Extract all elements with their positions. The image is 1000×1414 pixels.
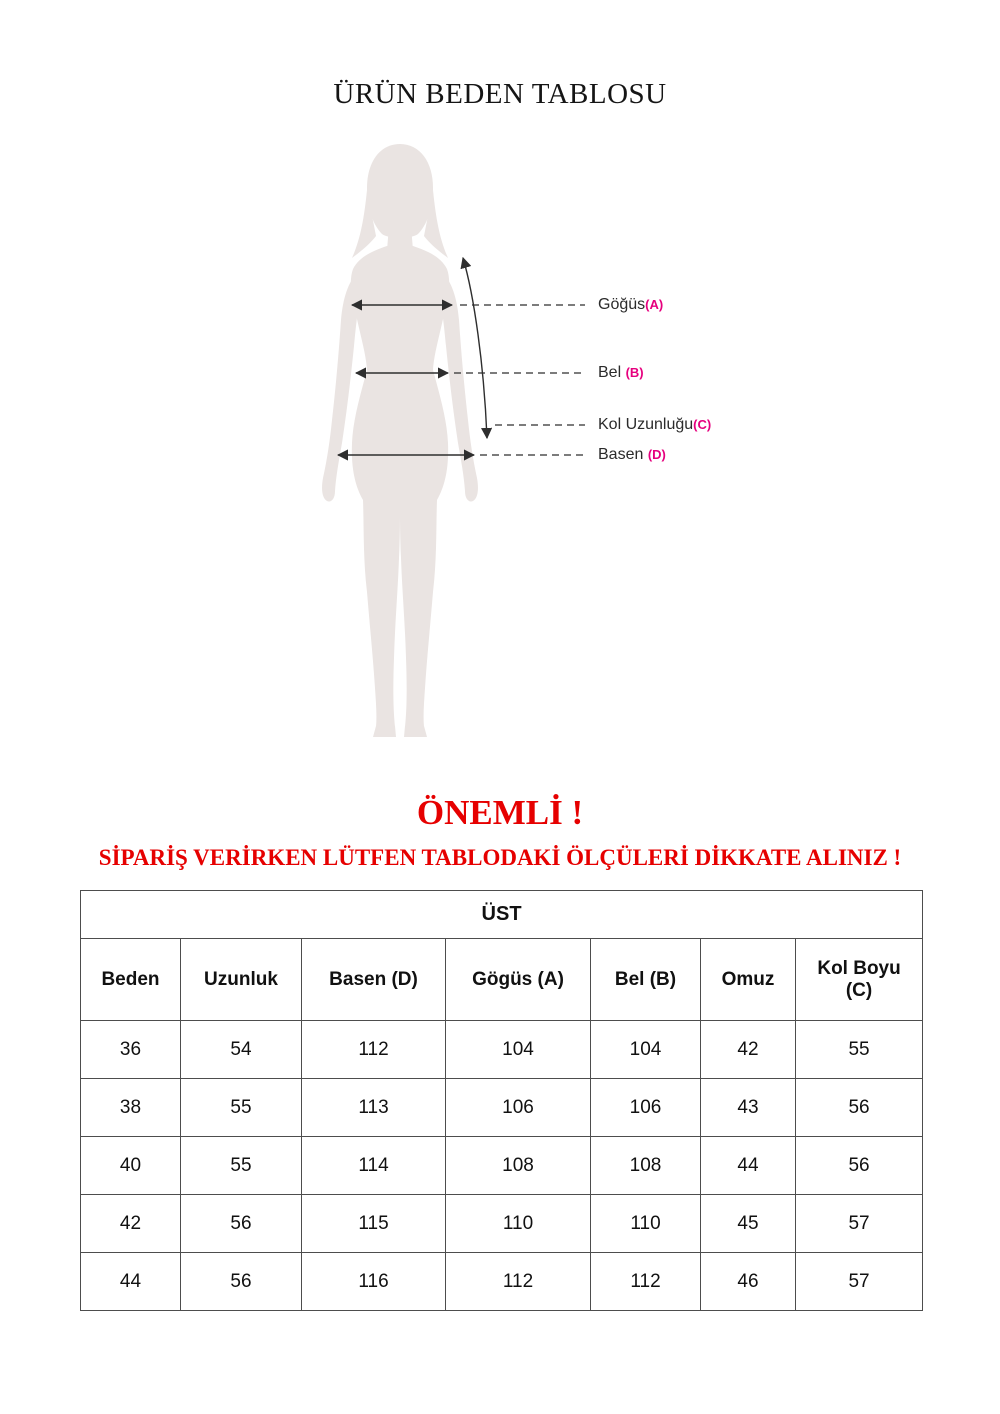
measure-code-d: (D) [647,447,666,462]
table-cell: 55 [796,1021,923,1079]
table-cell: 42 [701,1021,796,1079]
size-table-body [81,1021,923,1311]
measure-label-chest [598,296,663,314]
measure-label-waist [598,364,644,382]
table-cell: 56 [181,1253,302,1311]
table-cell: 46 [701,1253,796,1311]
size-table [80,890,923,1311]
table-cell: 113 [302,1079,446,1137]
table-cell: 112 [591,1253,701,1311]
column-header-gogus: Gögüs (A) [446,939,591,1021]
measure-label-arm-text: Kol Uzunluğu [598,416,694,433]
table-title-row [81,891,923,939]
table-cell: 36 [81,1021,181,1079]
table-row [81,1253,923,1311]
table-cell: 43 [701,1079,796,1137]
table-cell: 114 [302,1137,446,1195]
table-cell: 44 [81,1253,181,1311]
table-title: ÜST [81,891,923,939]
column-header-kol-boyu: Kol Boyu (C) [796,939,923,1021]
measure-label-hip-text: Basen [598,446,648,463]
table-cell: 44 [701,1137,796,1195]
table-cell: 108 [591,1137,701,1195]
table-cell: 104 [446,1021,591,1079]
table-cell: 106 [446,1079,591,1137]
figure-diagram [0,130,1000,760]
warning-text: SİPARİŞ VERİRKEN LÜTFEN TABLODAKİ ÖLÇÜLERİ DİKKATE ALINIZ ! [98,845,902,870]
table-cell: 42 [81,1195,181,1253]
table-cell: 110 [591,1195,701,1253]
column-header-row [81,939,923,1021]
table-cell: 57 [796,1253,923,1311]
measurement-diagram-svg [0,130,1000,760]
column-header-uzunluk: Uzunluk [181,939,302,1021]
table-cell: 112 [302,1021,446,1079]
measure-code-b: (B) [625,365,644,380]
table-cell: 45 [701,1195,796,1253]
table-cell: 106 [591,1079,701,1137]
table-cell: 40 [81,1137,181,1195]
measure-label-waist-text: Bel [598,364,626,381]
table-cell: 115 [302,1195,446,1253]
table-cell: 56 [796,1079,923,1137]
table-cell: 110 [446,1195,591,1253]
measure-label-arm [598,416,711,434]
table-cell: 55 [181,1137,302,1195]
table-row [81,1079,923,1137]
table-cell: 57 [796,1195,923,1253]
table-cell: 56 [181,1195,302,1253]
measure-code-c: (C) [693,417,712,432]
column-header-bel: Bel (B) [591,939,701,1021]
table-cell: 116 [302,1253,446,1311]
table-cell: 112 [446,1253,591,1311]
body-silhouette [322,144,478,737]
important-heading: ÖNEMLİ ! [416,793,584,832]
measure-code-a: (A) [645,297,664,312]
table-cell: 108 [446,1137,591,1195]
table-cell: 56 [796,1137,923,1195]
table-cell: 54 [181,1021,302,1079]
measure-label-hip [598,446,666,464]
column-header-beden: Beden [81,939,181,1021]
table-cell: 55 [181,1079,302,1137]
page-title: ÜRÜN BEDEN TABLOSU [333,78,667,110]
table-row [81,1021,923,1079]
table-cell: 38 [81,1079,181,1137]
table-row [81,1137,923,1195]
column-header-basen: Basen (D) [302,939,446,1021]
table-row [81,1195,923,1253]
table-cell: 104 [591,1021,701,1079]
measure-label-chest-text: Göğüs [598,296,646,313]
column-header-omuz: Omuz [701,939,796,1021]
